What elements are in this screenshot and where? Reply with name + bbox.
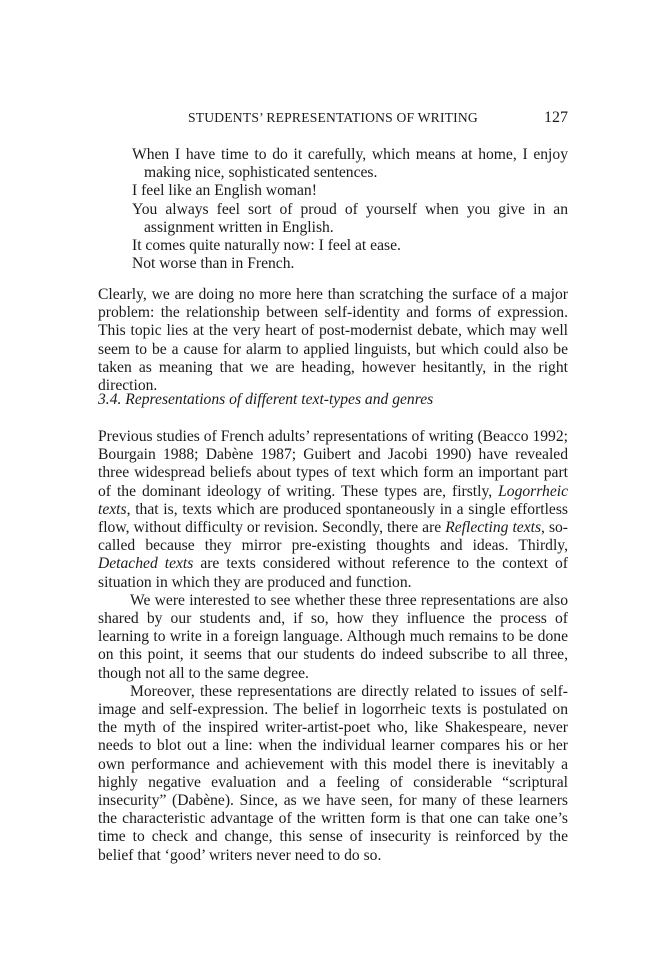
paragraph: Moreover, these representations are directly related to issues of self-image and self-expression. The belief in logorrheic texts is postulated on the myth of the inspired writer-artist-poet who, like Shakespeare, never needs to blot out a line: when the individual learner compares his or her own performance and achievement with this model there is inevitably a highly negative evaluation and a feeling of considerable “scriptural insecurity” (Dabène). Since, as we have seen, for many of these learners the characteristic advantage of the written form is that one can take one’s time to check and change, this sense of insecurity is reinforced by the belief that ‘good’ writers never need to do so. <box>98 682 568 864</box>
page-number: 127 <box>544 109 568 126</box>
paragraph-text: Previous studies of French adults’ representations of writing (Beacco 1992; Bourgain 1988; Dabène 1987; Guibert and Jacobi 1990) have revealed three widespread beliefs about types of text which form an important part of the dominant ideology of writing. These types are, firstly, <box>98 428 568 500</box>
quote-line: It comes quite naturally now: I feel at ease. <box>132 237 401 255</box>
body-section-1 <box>98 286 568 395</box>
term-reflecting-texts: Reflecting texts <box>445 519 542 537</box>
paragraph-text: , that is, texts which are produced spontaneously in a single effortless flow, without difficulty or revision. Secondly, there are <box>98 500 568 537</box>
quote-line: Not worse than in French. <box>132 255 295 273</box>
body-section-2 <box>98 428 568 865</box>
quote-line: You always feel sort of proud of yourself when you give in an assignment written in English. <box>132 200 568 236</box>
term-detached-texts: Detached texts <box>98 555 194 573</box>
paragraph-text: are texts considered without reference to the context of situation in which they are produced and function. <box>98 555 568 591</box>
paragraph: Clearly, we are doing no more here than scratching the surface of a major problem: the relationship between self-identity and forms of expression. This topic lies at the very heart of post-modernist debate, which may well seem to be a cause for alarm to applied linguists, but which could also be taken as meaning that we are heading, however hesitantly, in the right direction. <box>98 286 568 395</box>
running-header <box>98 110 568 132</box>
block-quote <box>132 146 568 273</box>
section-heading: 3.4. Representations of different text-types and genres <box>98 391 434 408</box>
paragraph-text: , so-called because they mirror pre-existing thoughts and ideas. Thirdly, <box>98 519 569 555</box>
term-logorrheic-texts: Logorrheic texts <box>98 482 568 518</box>
paragraph <box>98 428 568 592</box>
quote-line: I feel like an English woman! <box>132 182 317 200</box>
paragraph: We were interested to see whether these three representations are also shared by our students and, if so, how they influence the process of learning to write in a foreign language. Although much remains to be done on this point, it seems that our students do indeed subscribe to all three, though not all to the same degree. <box>98 591 568 682</box>
quote-line: When I have time to do it carefully, which means at home, I enjoy making nice, sophisticated sentences. <box>132 146 568 182</box>
running-title: STUDENTS’ REPRESENTATIONS OF WRITING <box>188 110 478 125</box>
